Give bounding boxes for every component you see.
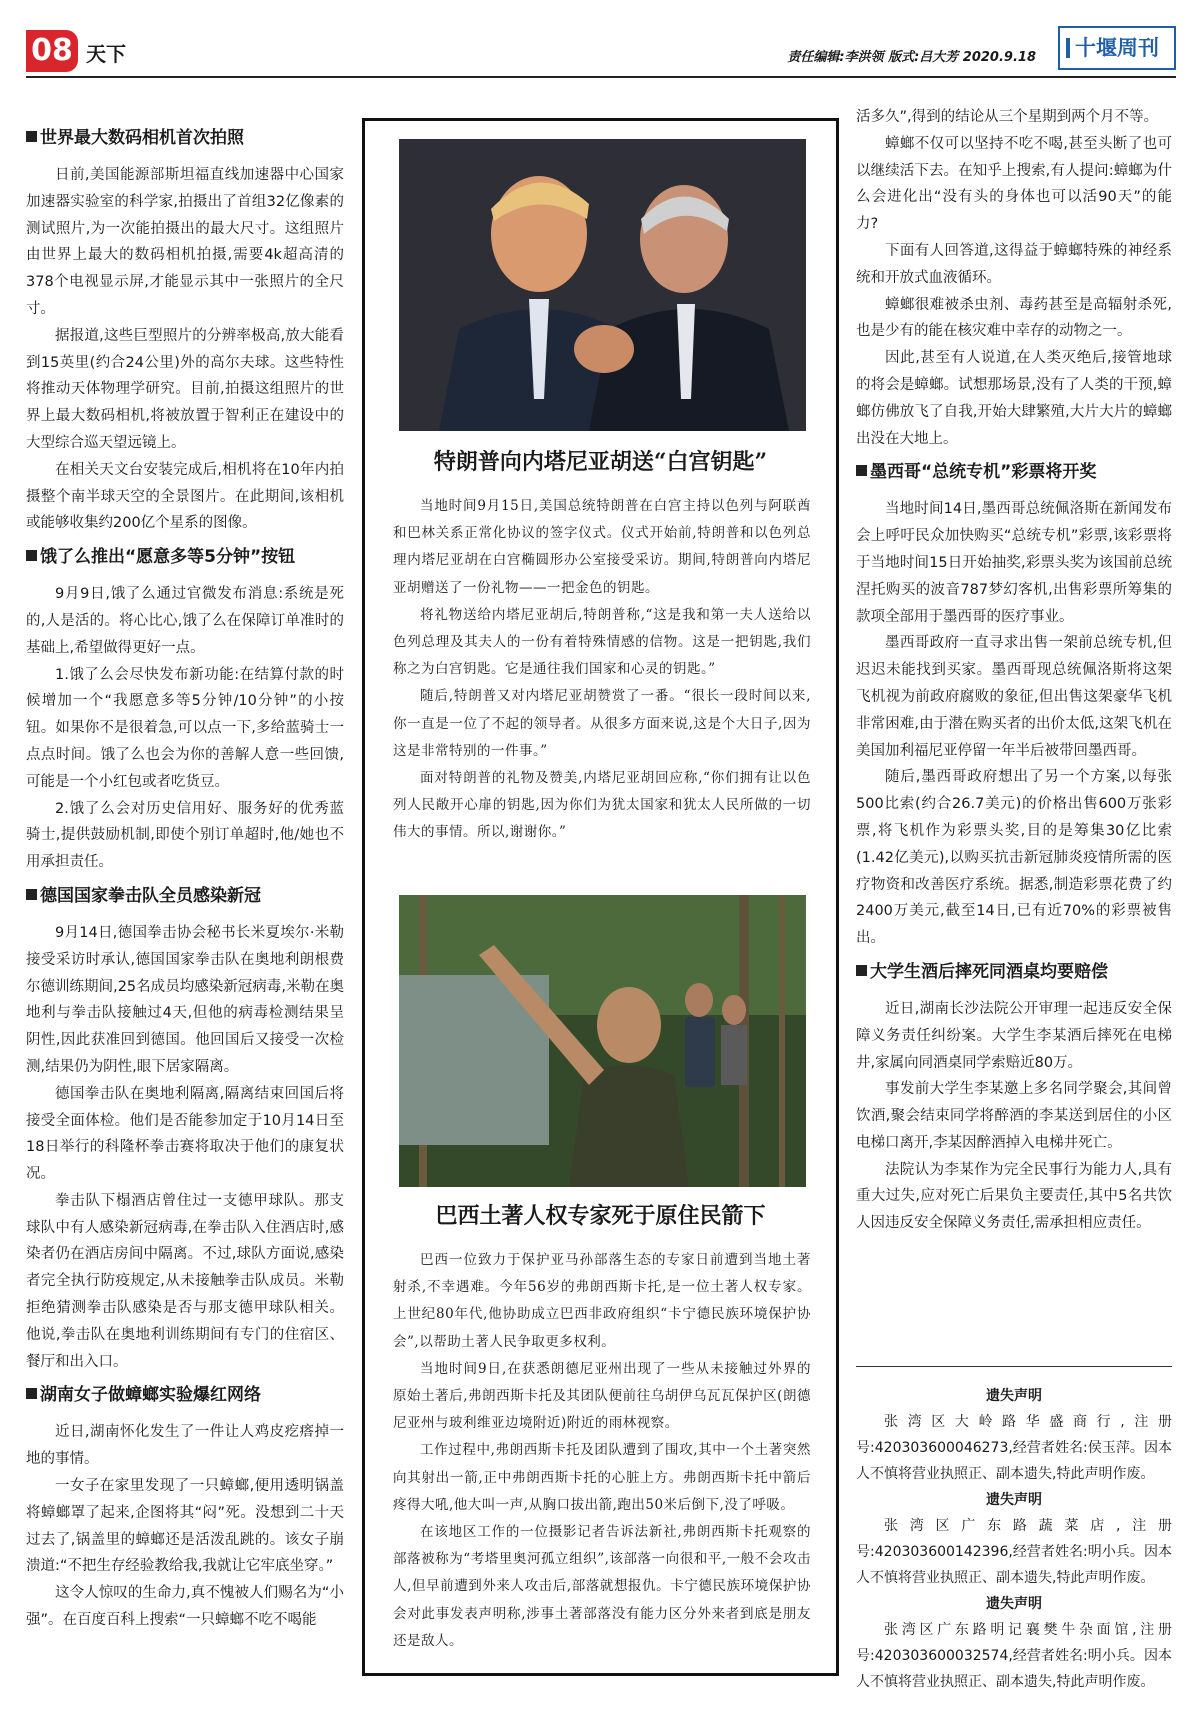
notice-item xyxy=(856,1383,1172,1487)
article-paragraph: 1.饿了么会尽快发布新功能:在结算付款的时候增加一个“我愿意多等5分钟/10分钟”的小按钮。如果你不是很着急,可以点一下,多给蓝骑士一点点时间。饿了么也会为你的善解人意一些回馈,可能是一个小红包或者吃货豆。 xyxy=(26,666,344,790)
story-paragraph: 巴西一位致力于保护亚马孙部落生态的专家日前遭到当地土著射杀,不幸遇难。今年56岁的弗朗西斯卡托,是一位土著人权专家。上世纪80年代,他协助成立巴西非政府组织“卡宁德民族环境保护协会”,以帮助土著人民争取更多权利。 xyxy=(393,1252,811,1350)
article-camera xyxy=(26,124,344,537)
article-headline: 大学生酒后摔死同酒桌均要赔偿 xyxy=(856,958,1172,986)
page-header xyxy=(26,26,1176,74)
article-paragraph: 活多久”,得到的结论从三个星期到两个月不等。 xyxy=(856,109,1159,125)
article-paragraph: 日前,美国能源部斯坦福直线加速器中心国家加速器实验室的科学家,拍摄出了首组32亿像素的测试照片,为一次能拍摄出的最大尺寸。这组照片由世界上最大的数码相机拍摄,需要4k超高清的378个电视显示屏,才能显示其中一张照片的全尺寸。 xyxy=(26,167,344,317)
article-paragraph: 蟑螂不仅可以坚持不吃不喝,甚至头断了也可以继续活下去。在知乎上搜索,有人提问:蟑螂为什么会进化出“没有头的身体也可以活90天”的能力? xyxy=(856,135,1172,233)
article-headline: 墨西哥“总统专机”彩票将开奖 xyxy=(856,458,1172,486)
story-paragraph: 工作过程中,弗朗西斯卡托及团队遭到了围攻,其中一个土著突然向其射出一箭,正中弗朗西斯卡托的心脏上方。弗朗西斯卡托中箭后疼得大吼,他大叫一声,从胸口拔出箭,跑出50米后倒下,没了呼吸。 xyxy=(393,1442,811,1513)
article-paragraph: 事发前大学生李某邀上多名同学聚会,其间曾饮酒,聚会结束同学将醉酒的李某送到居住的小区电梯口离开,李某因醉酒掉入电梯井死亡。 xyxy=(856,1081,1172,1151)
story-paragraph: 当地时间9月15日,美国总统特朗普在白宫主持以色列与阿联酋和巴林关系正常化协议的签字仪式。仪式开始前,特朗普和以色列总理内塔尼亚胡在白宫椭圆形办公室接受采访。期间,特朗普向内塔尼亚胡赠送了一份礼物——一把金色的钥匙。 xyxy=(393,498,811,596)
article-headline: 世界最大数码相机首次拍照 xyxy=(26,124,344,152)
notice-item xyxy=(856,1591,1172,1695)
story-body xyxy=(393,1247,811,1655)
masthead-bar-icon xyxy=(1066,38,1070,58)
bullet-square-icon xyxy=(26,1388,37,1399)
article-paragraph: 近日,湖南怀化发生了一件让人鸡皮疙瘩掉一地的事情。 xyxy=(26,1424,344,1468)
photo-rainforest-expert xyxy=(399,895,806,1187)
article-boxing xyxy=(26,882,344,1376)
article-paragraph: 当地时间14日,墨西哥总统佩洛斯在新闻发布会上呼吁民众加快购买“总统专机”彩票,该彩票将于当地时间15日开始抽奖,彩票头奖为该国前总统涅托购买的波音787梦幻客机,出售彩票所筹集的款项全部用于墨西哥的医疗事业。 xyxy=(856,501,1172,625)
article-paragraph: 因此,甚至有人说道,在人类灭绝后,接管地球的将会是蟑螂。试想那场景,没有了人类的干预,蟑螂仿佛放飞了自我,开始大肆繁殖,大片大片的蟑螂出没在大地上。 xyxy=(856,350,1172,447)
story-paragraph: 在该地区工作的一位摄影记者告诉法新社,弗朗西斯卡托观察的部落被称为“考塔里奥河孤立组织”,该部落一向很和平,一般不会攻击人,但早前遭到外来人攻击后,部落就想报仇。卡宁德民族环境保护协会对此事发表声明称,涉事土著部落没有能力区分外来者到底是朋友还是敌人。 xyxy=(393,1524,811,1649)
notice-item xyxy=(856,1487,1172,1591)
bullet-square-icon xyxy=(856,465,867,476)
article-paragraph: 9月14日,德国拳击协会秘书长米夏埃尔·米勒接受采访时承认,德国国家拳击队在奥地利朗根费尔德训练期间,25名成员均感染新冠病毒,米勒在奥地利与拳击队接触过4天,但他的病毒检测结果呈阴性,因此获准回到德国。他回国后又接受一次检测,结果仍为阴性,眼下居家隔离。 xyxy=(26,924,344,1075)
article-paragraph: 据报道,这些巨型照片的分辨率极高,放大能看到15英里(约合24公里)外的高尔夫球。这些特性将推动天体物理学研究。目前,拍摄这组照片的世界上最大数码相机,将被放置于智利正在建设中的大型综合巡天望远镜上。 xyxy=(26,327,344,451)
story-paragraph: 将礼物送给内塔尼亚胡后,特朗普称,“这是我和第一夫人送给以色列总理及其夫人的一份有着特殊情感的信物。这是一把钥匙,我们称之为白宫钥匙。它是通往我们国家和心灵的钥匙。” xyxy=(393,606,811,678)
story-title: 巴西土著人权专家死于原住民箭下 xyxy=(435,1203,766,1229)
photo-trump-netanyahu xyxy=(399,139,806,431)
article-paragraph: 近日,湖南长沙法院公开审理一起违反安全保障义务责任纠纷案。大学生李某酒后摔死在电梯井,家属向同酒桌同学索赔近80万。 xyxy=(856,1000,1172,1071)
article-paragraph: 随后,墨西哥政府想出了另一个方案,以每张500比索(约合26.7美元)的价格出售600万张彩票,将飞机作为彩票头奖,目的是筹集30亿比索(1.42亿美元),以购买抗击新冠肺炎疫情所需的医疗物资和改善医疗系统。据悉,制造彩票花费了约2400万美元,截至14日,已有近70%的彩票被售出。 xyxy=(856,769,1172,947)
article-paragraph: 9月9日,饿了么通过官微发布消息:系统是死的,人是活的。将心比心,饿了么在保障订单准时的基础上,希望做得更好一点。 xyxy=(26,586,344,656)
section-name: 天下 xyxy=(86,42,126,66)
story-paragraph: 当地时间9日,在获悉朗德尼亚州出现了一些从未接触过外界的原始土著后,弗朗西斯卡托及其团队便前往乌胡伊乌瓦瓦保护区(朗德尼亚州与玻利维亚边境附近)附近的雨林视察。 xyxy=(393,1360,811,1432)
masthead-title: 十堰周刊 xyxy=(1075,35,1159,60)
photo-illustration xyxy=(399,895,806,1187)
article-paragraph: 法院认为李某作为完全民事行为能力人,具有重大过失,应对死亡后果负主要责任,其中5名共饮人因违反安全保障义务责任,需承担相应责任。 xyxy=(856,1161,1172,1232)
left-column xyxy=(26,118,344,1634)
article-student-case xyxy=(856,958,1172,1237)
header-divider xyxy=(26,76,1176,78)
bullet-square-icon xyxy=(26,550,37,561)
bullet-square-icon xyxy=(26,131,37,142)
story-title: 特朗普向内塔尼亚胡送“白宫钥匙” xyxy=(433,449,768,475)
article-eleme xyxy=(26,543,344,876)
article-paragraph: 德国拳击队在奥地利隔离,隔离结束回国后将接受全面体检。他们是否能参加定于10月14日至18日举行的科隆杯拳击赛将取决于他们的康复状况。 xyxy=(26,1085,344,1183)
article-headline: 湖南女子做蟑螂实验爆红网络 xyxy=(26,1381,344,1409)
article-paragraph: 墨西哥政府一直寻求出售一架前总统专机,但迟迟未能找到买家。墨西哥现总统佩洛斯将这架飞机视为前政府腐败的象征,但出售这架豪华飞机非常困难,由于潜在购买者的出价太低,这架飞机在美国加利福尼亚停留一年半后被带回墨西哥。 xyxy=(856,635,1172,759)
article-paragraph: 2.饿了么会对历史信用好、服务好的优秀蓝骑士,提供鼓励机制,即使个别订单超时,他/她也不用承担责任。 xyxy=(26,800,344,871)
story-paragraph: 面对特朗普的礼物及赞美,内塔尼亚胡回应称,“你们拥有让以色列人民敞开心扉的钥匙,因为你们为犹太国家和犹太人民所做的一切伟大的事情。所以,谢谢你。” xyxy=(393,770,811,841)
article-cockroach xyxy=(26,1381,344,1633)
article-headline: 饿了么推出“愿意多等5分钟”按钮 xyxy=(26,543,344,571)
bullet-square-icon xyxy=(856,965,867,976)
editor-credits: 责任编辑:李洪领 版式:吕大芳 2020.9.18 xyxy=(787,50,1036,65)
notice-title: 遗失声明 xyxy=(986,1492,1042,1508)
notice-text: 张湾区大岭路华盛商行,注册号:420303600046273,经营者姓名:侯玉萍。因本人不慎将营业执照正、副本遗失,特此声明作废。 xyxy=(856,1414,1172,1482)
page-number: 08 xyxy=(26,30,78,72)
story-paragraph: 随后,特朗普又对内塔尼亚胡赞赏了一番。“很长一段时间以来,你一直是一位了不起的领导者。从很多方面来说,这是个大日子,因为这是非常特别的一件事。” xyxy=(393,688,811,759)
article-paragraph: 拳击队下榻酒店曾住过一支德甲球队。那支球队中有人感染新冠病毒,在拳击队入住酒店时,感染者仍在酒店房间中隔离。不过,球队方面说,感染者完全执行防疫规定,从未接触拳击队成员。米勒拒绝猜测拳击队感染是否与那支德甲球队相关。他说,拳击队在奥地利训练期间有专门的住宿区、餐厅和出入口。 xyxy=(26,1192,344,1370)
article-paragraph: 一女子在家里发现了一只蟑螂,便用透明锅盖将蟑螂罩了起来,企图将其“闷”死。没想到二十天过去了,锅盖里的蟑螂还是活泼乱跳的。该女子崩溃道:“不把生存经验教给我,我就让它牢底坐穿。” xyxy=(26,1478,344,1575)
bullet-square-icon xyxy=(26,889,37,900)
photo-illustration xyxy=(399,139,806,431)
article-paragraph: 这令人惊叹的生命力,真不愧被人们赐名为“小强”。在百度百科上搜索“一只蟑螂不吃不喝能 xyxy=(26,1585,344,1629)
story-body xyxy=(393,493,811,847)
masthead-logo xyxy=(1058,26,1176,70)
article-paragraph: 蟑螂很难被杀虫剂、毒药甚至是高辐射杀死,也是少有的能在核灾难中幸存的动物之一。 xyxy=(856,296,1172,340)
notice-text: 张湾区广东路明记襄樊牛杂面馆,注册号:420303600032574,经营者姓名:明小兵。因本人不慎将营业执照正、副本遗失,特此声明作废。 xyxy=(856,1622,1172,1690)
article-mexico-lottery xyxy=(856,458,1172,952)
right-column xyxy=(856,104,1172,1237)
notice-title: 遗失声明 xyxy=(986,1596,1042,1612)
notice-text: 张湾区广东路蔬菜店,注册号:420303600142396,经营者姓名:明小兵。因本人不慎将营业执照正、副本遗失,特此声明作废。 xyxy=(856,1518,1172,1586)
article-headline: 德国国家拳击队全员感染新冠 xyxy=(26,882,344,910)
article-cockroach-continued xyxy=(856,104,1172,452)
article-paragraph: 在相关天文台安装完成后,相机将在10年内拍摄整个南半球天空的全景图片。在此期间,该相机或能够收集约200亿个星系的图像。 xyxy=(26,461,344,532)
lost-notices xyxy=(856,1366,1172,1695)
article-paragraph: 下面有人回答道,这得益于蟑螂特殊的神经系统和开放式血液循环。 xyxy=(856,242,1172,286)
featured-box xyxy=(362,118,839,1676)
notice-title: 遗失声明 xyxy=(986,1388,1042,1404)
